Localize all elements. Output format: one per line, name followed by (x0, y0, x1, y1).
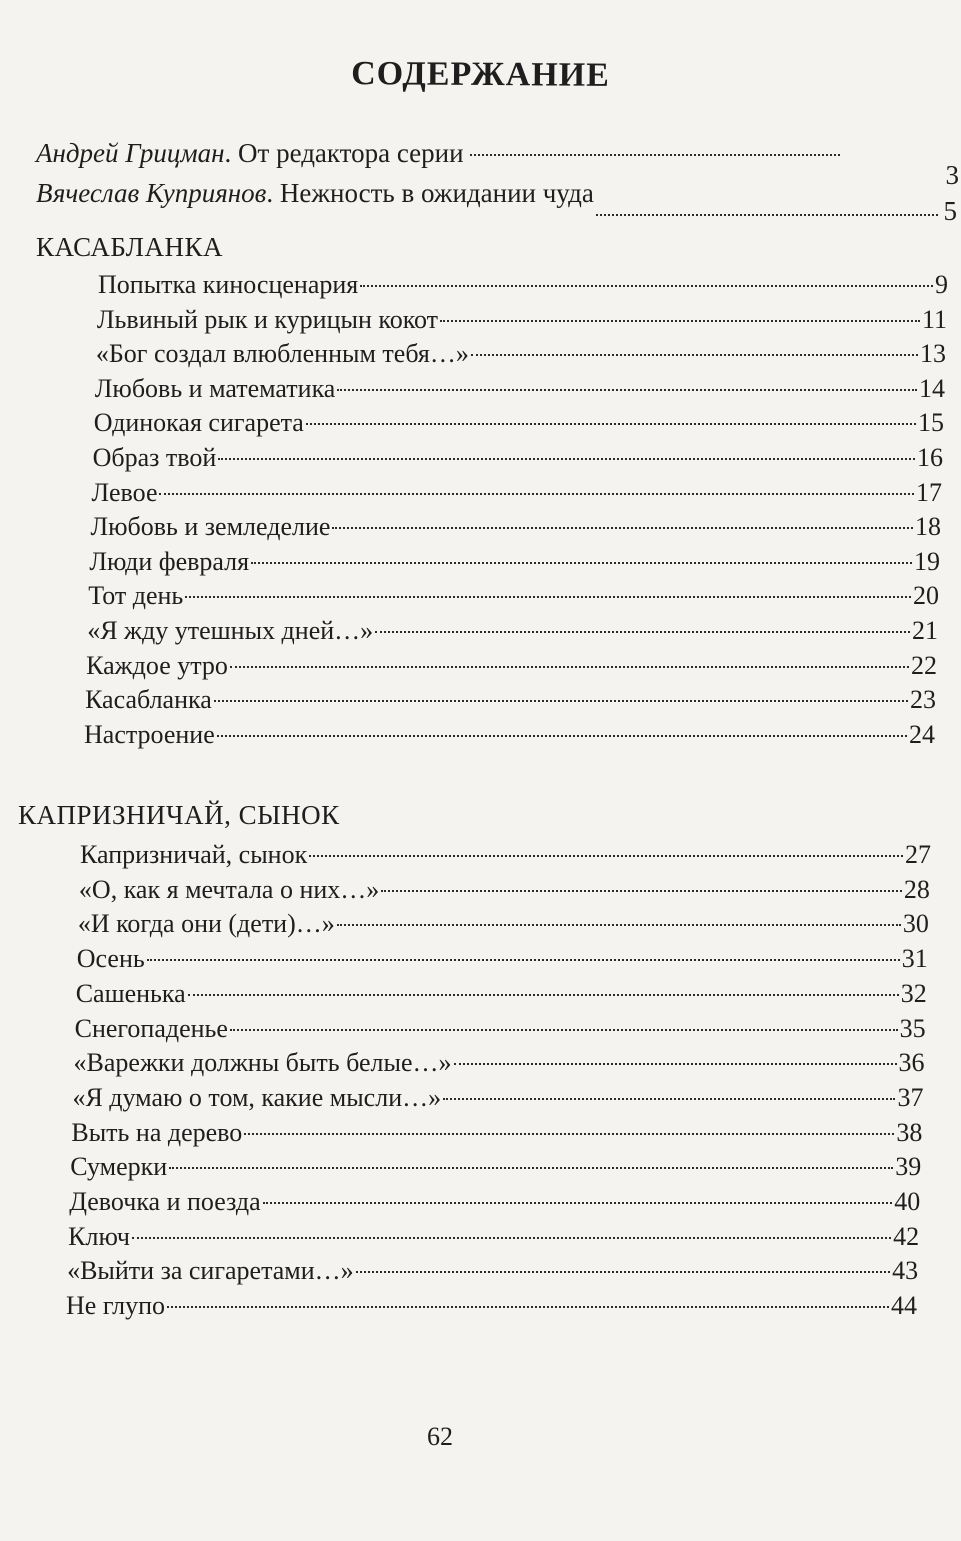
entry-title: «Я думаю о том, какие мысли…» (72, 1082, 442, 1112)
entry-page: 31 (901, 944, 928, 974)
leader-dots (167, 1306, 889, 1308)
entry-title: Сумерки (70, 1152, 168, 1182)
entry-page: 32 (900, 978, 927, 1008)
toc-entry (97, 303, 947, 337)
toc-entry (69, 1185, 920, 1219)
leader-dots (159, 493, 914, 495)
section-title-kaprizn: КАПРИЗНИЧАЙ, СЫНОК (18, 800, 340, 830)
entry-title: Ключ (68, 1221, 130, 1251)
entry-title: Попытка киносценария (98, 270, 359, 299)
leader-dots (214, 700, 908, 702)
leader-dots (230, 1029, 898, 1031)
entry-page: 16 (916, 443, 943, 472)
toc-entry (92, 476, 942, 510)
entry-title: Одинокая сигарета (93, 408, 304, 438)
entry-page: 20 (912, 581, 939, 611)
toc-entry (85, 683, 936, 717)
toc-entry (87, 614, 938, 648)
front-author: Вячеслав Куприянов (36, 178, 267, 208)
entry-title: Любовь и математика (94, 373, 336, 403)
toc-entry (79, 873, 930, 907)
leader-dots (337, 389, 917, 391)
leader-dots (454, 1063, 897, 1065)
toc-entry (84, 718, 935, 752)
leader-dots (217, 735, 907, 737)
front-author: Андрей Грицман (36, 138, 225, 168)
entry-title: Львиный рык и курицын кокот (96, 304, 439, 334)
front-page: 5 (943, 196, 957, 226)
toc-entry (93, 441, 943, 475)
entry-page: 23 (909, 685, 936, 715)
leader-dots (337, 924, 901, 926)
entry-page: 39 (895, 1152, 922, 1182)
leader-dots (263, 1202, 893, 1204)
toc-entry (74, 1046, 925, 1080)
leader-dots (132, 1237, 891, 1239)
toc-entry (72, 1081, 923, 1115)
entry-title: Левое (91, 477, 158, 507)
entry-title: Каждое утро (86, 650, 228, 680)
toc-entry (90, 510, 941, 544)
toc-entry (67, 1254, 918, 1288)
entry-page: 22 (910, 650, 937, 680)
entry-title: Сашенька (75, 978, 186, 1008)
entry-page: 19 (913, 546, 940, 576)
toc-entry (78, 907, 929, 941)
leader-dots (188, 994, 899, 996)
page-number: 62 (427, 1422, 453, 1451)
entry-title: Настроение (84, 719, 215, 749)
leader-dots (356, 1271, 890, 1273)
leader-dots (360, 285, 933, 287)
toc-entry (98, 268, 948, 302)
entry-page: 30 (902, 909, 929, 939)
front-title: . От редактора серии (224, 138, 471, 168)
leader-dots (306, 423, 916, 425)
entry-page: 44 (891, 1291, 917, 1321)
leader-dots (332, 527, 913, 529)
toc-entry (66, 1289, 917, 1323)
leader-dots (309, 855, 903, 857)
entry-title: «Варежки должны быть белые…» (73, 1048, 452, 1078)
leader-dots (440, 320, 920, 322)
entry-title: «Бог создал влюбленным тебя…» (95, 339, 469, 369)
leader-dots (381, 890, 902, 892)
entry-page: 17 (915, 477, 942, 507)
entry-title: Осень (76, 944, 145, 974)
entry-page: 21 (911, 616, 938, 645)
leader-dots (471, 354, 918, 356)
entry-title: «Выйти за сигаретами…» (67, 1256, 354, 1286)
entry-title: Снегопаденье (74, 1013, 228, 1043)
entry-page: 27 (905, 840, 931, 869)
entry-page: 15 (917, 408, 944, 438)
entry-page: 42 (893, 1221, 920, 1251)
page-title: СОДЕРЖАНИЕ (351, 55, 610, 94)
entry-title: Касабланка (85, 685, 212, 715)
entry-title: Любовь и земледелие (90, 512, 331, 542)
entry-page: 18 (914, 512, 941, 542)
entry-page: 13 (919, 339, 946, 369)
entry-page: 28 (903, 874, 930, 904)
entry-title: Не глупо (66, 1291, 166, 1321)
front-entry-2 (36, 176, 957, 226)
entry-title: «О, как я мечтала о них…» (78, 874, 380, 904)
leader-dots (218, 458, 915, 460)
toc-entry (95, 372, 945, 406)
leader-dots (244, 1133, 894, 1135)
entry-title: Тот день (88, 581, 184, 611)
leader-dots (185, 596, 911, 598)
front-page: 3 (945, 160, 959, 190)
entry-page: 36 (898, 1048, 925, 1078)
toc-entry (89, 545, 940, 579)
leader-dots (230, 666, 909, 668)
toc-entry (80, 838, 931, 872)
entry-page: 11 (921, 304, 947, 334)
leader-dots (169, 1167, 893, 1169)
toc-entry (70, 1150, 921, 1184)
toc-entry (77, 942, 928, 976)
front-title: . Нежность в ожидании чуда (266, 178, 594, 208)
entry-title: «Я жду утешных дней…» (87, 616, 374, 645)
section-title-casablanca: КАСАБЛАНКА (36, 232, 223, 262)
toc-entry (86, 649, 937, 683)
entry-title: Люди февраля (89, 546, 250, 576)
entry-page: 40 (894, 1187, 921, 1216)
entry-title: «И когда они (дети)…» (77, 909, 335, 939)
toc-entry (76, 977, 927, 1011)
leader-dots (596, 214, 938, 216)
leader-dots (251, 562, 912, 564)
entry-title: Образ твой (92, 443, 217, 472)
toc-entry (94, 406, 944, 440)
leader-dots (470, 154, 840, 156)
leader-dots (375, 631, 910, 633)
toc-entry (88, 579, 939, 613)
entry-title: Капризничай, сынок (80, 840, 308, 869)
entry-page: 35 (899, 1013, 926, 1043)
entry-page: 43 (892, 1256, 919, 1286)
toc-entry (71, 1116, 922, 1150)
entry-title: Девочка и поезда (69, 1187, 261, 1216)
toc-entry (75, 1012, 926, 1046)
leader-dots (443, 1098, 895, 1100)
toc-entry (68, 1220, 919, 1254)
toc-entry (96, 337, 946, 371)
entry-page: 38 (896, 1117, 923, 1147)
entry-page: 24 (909, 719, 935, 749)
entry-page: 37 (897, 1082, 924, 1112)
entry-title: Выть на дерево (71, 1117, 243, 1147)
leader-dots (147, 959, 900, 961)
entry-page: 14 (918, 373, 945, 403)
entry-page: 9 (935, 270, 948, 299)
